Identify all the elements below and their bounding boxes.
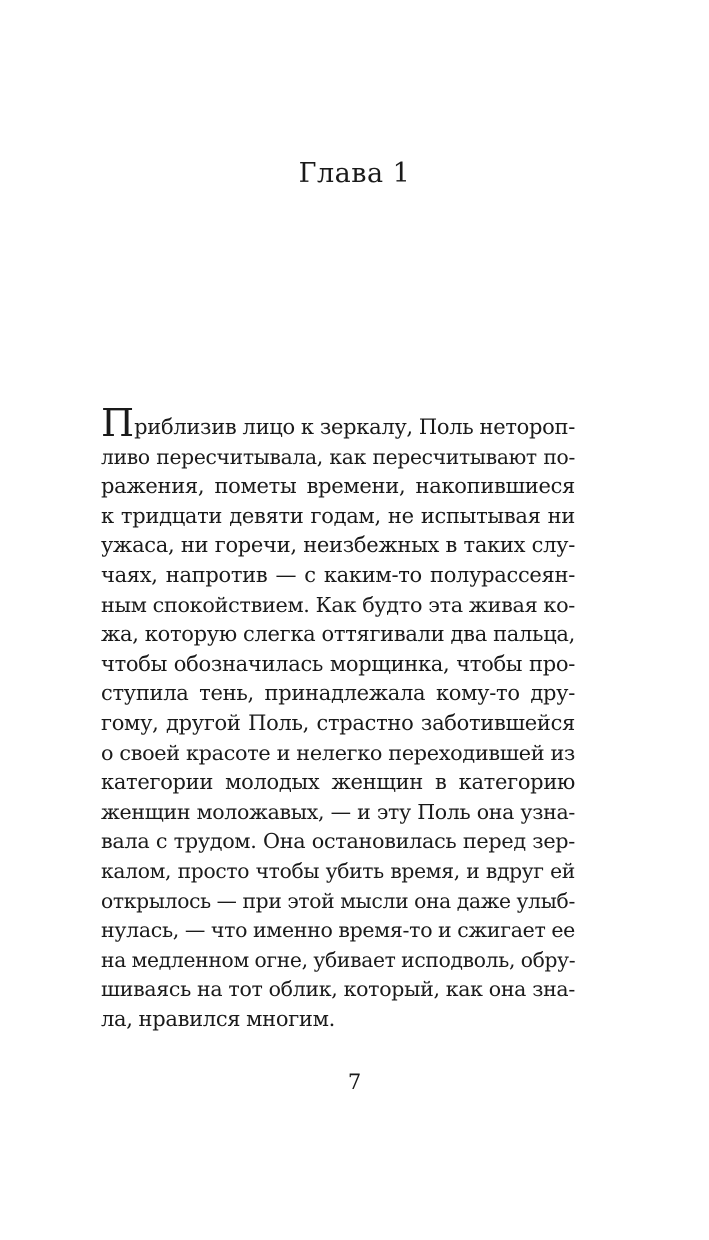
first-line-text: риблизив лицо к зеркалу, Поль нетороп-	[134, 415, 575, 439]
paragraph-line: нулась, — что именно время-то и сжигает ее	[101, 918, 575, 943]
paragraph-line: на медленном огне, убивает исподволь, обру-	[101, 947, 576, 972]
chapter-paragraph	[101, 401, 576, 1034]
paragraph-line: ливо пересчитывала, как пересчитывают по-	[101, 444, 575, 469]
paragraph-line: чтобы обозначилась морщинка, чтобы про-	[101, 651, 575, 676]
paragraph-line: женщин моложавых, — и эту Поль она узна-	[101, 799, 575, 824]
page-number: 7	[347, 1070, 362, 1094]
paragraph-line: чаях, напротив — с каким-то полурассеян-	[101, 562, 575, 587]
paragraph-line: шиваясь на тот облик, который, как она зна-	[101, 977, 575, 1002]
paragraph-line: ным спокойствием. Как будто эта живая ко-	[101, 592, 575, 617]
paragraph-line: о своей красоте и нелегко переходившей из	[101, 740, 575, 765]
paragraph-line: ужаса, ни горечи, неизбежных в таких слу-	[101, 533, 575, 558]
drop-cap: П	[101, 401, 135, 445]
paragraph-line: жа, которую слегка оттягивали два пальца,	[101, 622, 575, 647]
paragraph-line: ражения, пометы времени, накопившиеся	[101, 474, 575, 499]
paragraph-line-1	[101, 401, 575, 445]
paragraph-line: ступила тень, принадлежала кому-то дру-	[101, 681, 575, 706]
paragraph-line: гому, другой Поль, страстно заботившейся	[101, 710, 575, 735]
paragraph-line: категории молодых женщин в категорию	[101, 770, 575, 795]
paragraph-line: вала с трудом. Она остановилась перед зер-	[101, 829, 575, 854]
paragraph-line: открылось — при этой мысли она даже улыб-	[101, 888, 575, 913]
paragraph-line: к тридцати девяти годам, не испытывая ни	[101, 503, 575, 528]
paragraph-line: калом, просто чтобы убить время, и вдруг ей	[101, 858, 575, 883]
paragraph-last-line: ла, нравился многим.	[101, 1006, 335, 1031]
chapter-title: Глава 1	[298, 158, 411, 189]
